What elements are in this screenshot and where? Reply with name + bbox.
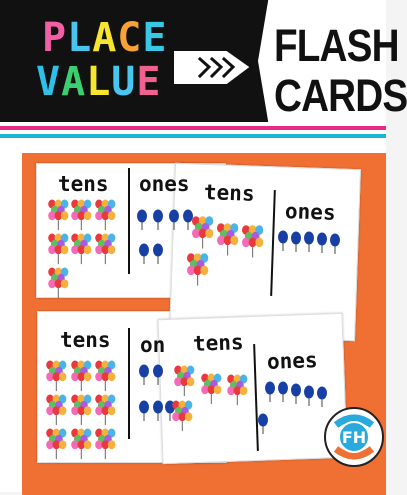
title-letter: L <box>86 59 112 105</box>
flash-cards-logo-icon <box>324 407 384 467</box>
title-letter: C <box>117 15 143 61</box>
chevron-arrow-icon <box>173 40 251 95</box>
title-letter: E <box>136 59 162 105</box>
tens-label: tens <box>60 328 111 352</box>
title-letter: V <box>36 59 62 105</box>
title-letter: L <box>67 15 93 61</box>
place-title <box>42 15 168 61</box>
tens-label: tens <box>203 180 255 206</box>
title-letter: E <box>142 15 168 61</box>
title-letter: P <box>42 15 68 61</box>
flash-card-bottom-right <box>158 313 348 464</box>
cards-title: CARDS <box>274 70 407 121</box>
ones-label: ones <box>284 199 336 225</box>
title-letter: U <box>111 59 137 105</box>
place-letter <box>42 15 168 61</box>
ones-label: on <box>140 333 166 357</box>
title-letter: A <box>61 59 87 105</box>
card-divider <box>128 328 130 439</box>
title-letter: A <box>92 15 118 61</box>
flash-title: FLASH <box>274 20 399 71</box>
card-divider <box>128 168 130 274</box>
pink-stripe <box>0 126 386 130</box>
logo-text: FH <box>341 428 367 447</box>
cyan-stripe <box>0 134 386 138</box>
value-title <box>36 59 162 105</box>
ones-label: ones <box>139 172 190 196</box>
title-banner <box>0 0 407 122</box>
value-letter <box>36 59 162 105</box>
ones-label: ones <box>266 348 318 374</box>
tens-label: tens <box>58 172 109 196</box>
tens-label: tens <box>192 330 244 356</box>
